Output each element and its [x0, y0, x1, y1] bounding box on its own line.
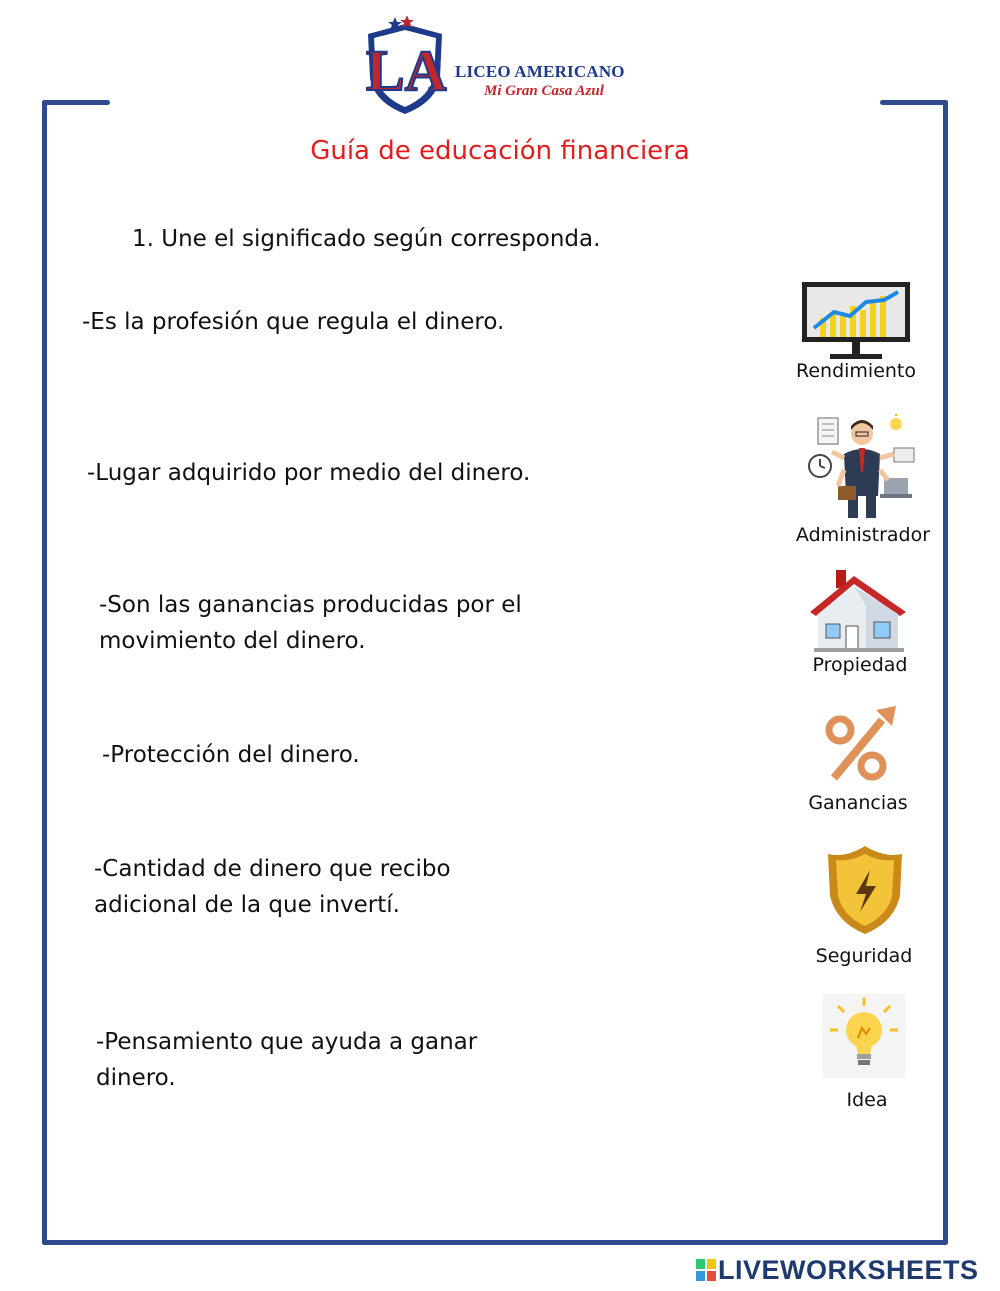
definition-line: -Pensamiento que ayuda a ganar — [96, 1029, 478, 1055]
definition-6[interactable] — [96, 1024, 477, 1096]
definition-4[interactable] — [102, 737, 360, 773]
frame-right-border — [943, 100, 948, 1245]
frame-bottom-border — [42, 1240, 948, 1245]
definition-line: adicional de la que invertí. — [94, 892, 400, 918]
school-name: LICEO AMERICANO — [455, 62, 625, 81]
definition-3[interactable] — [99, 587, 522, 659]
term-label-idea: Idea — [846, 1089, 888, 1111]
frame-top-right-border — [880, 100, 948, 105]
school-motto: Mi Gran Casa Azul — [484, 83, 604, 99]
frame-top-left-border — [42, 100, 110, 105]
frame-left-border — [42, 100, 47, 1245]
term-label-seguridad: Seguridad — [815, 945, 913, 967]
school-shield-logo — [360, 16, 450, 116]
definition-line: -Cantidad de dinero que recibo — [94, 856, 451, 882]
term-label-rendimiento: Rendimiento — [795, 360, 916, 382]
definition-1[interactable] — [82, 304, 504, 340]
lightbulb-icon[interactable] — [822, 994, 906, 1078]
chart-monitor-icon[interactable] — [800, 280, 912, 362]
definition-line: -Lugar adquirido por medio del dinero. — [87, 460, 531, 486]
instruction-text: 1. Une el significado según corresponda. — [132, 226, 601, 252]
percent-arrow-icon[interactable] — [820, 704, 900, 784]
definition-line: dinero. — [96, 1065, 176, 1091]
busy-businessman-icon[interactable] — [804, 412, 920, 522]
term-label-propiedad: Propiedad — [812, 654, 908, 676]
definition-line: -Son las ganancias producidas por el — [99, 592, 522, 618]
definition-line: -Protección del dinero. — [102, 742, 360, 768]
logo-initials: LA — [366, 38, 447, 103]
definition-2[interactable] — [87, 455, 530, 491]
term-label-ganancias: Ganancias — [808, 792, 908, 814]
shield-icon[interactable] — [824, 844, 906, 936]
term-label-administrador: Administrador — [795, 524, 931, 546]
page-title: Guía de educación financiera — [310, 136, 690, 166]
definition-5[interactable] — [94, 851, 451, 923]
liveworksheets-brand[interactable]: LIVEWORKSHEETS — [718, 1255, 979, 1285]
liveworksheets-logo-icon — [696, 1259, 716, 1281]
definition-line: -Es la profesión que regula el dinero. — [82, 309, 505, 335]
definition-line: movimiento del dinero. — [99, 628, 366, 654]
house-icon[interactable] — [806, 566, 910, 652]
